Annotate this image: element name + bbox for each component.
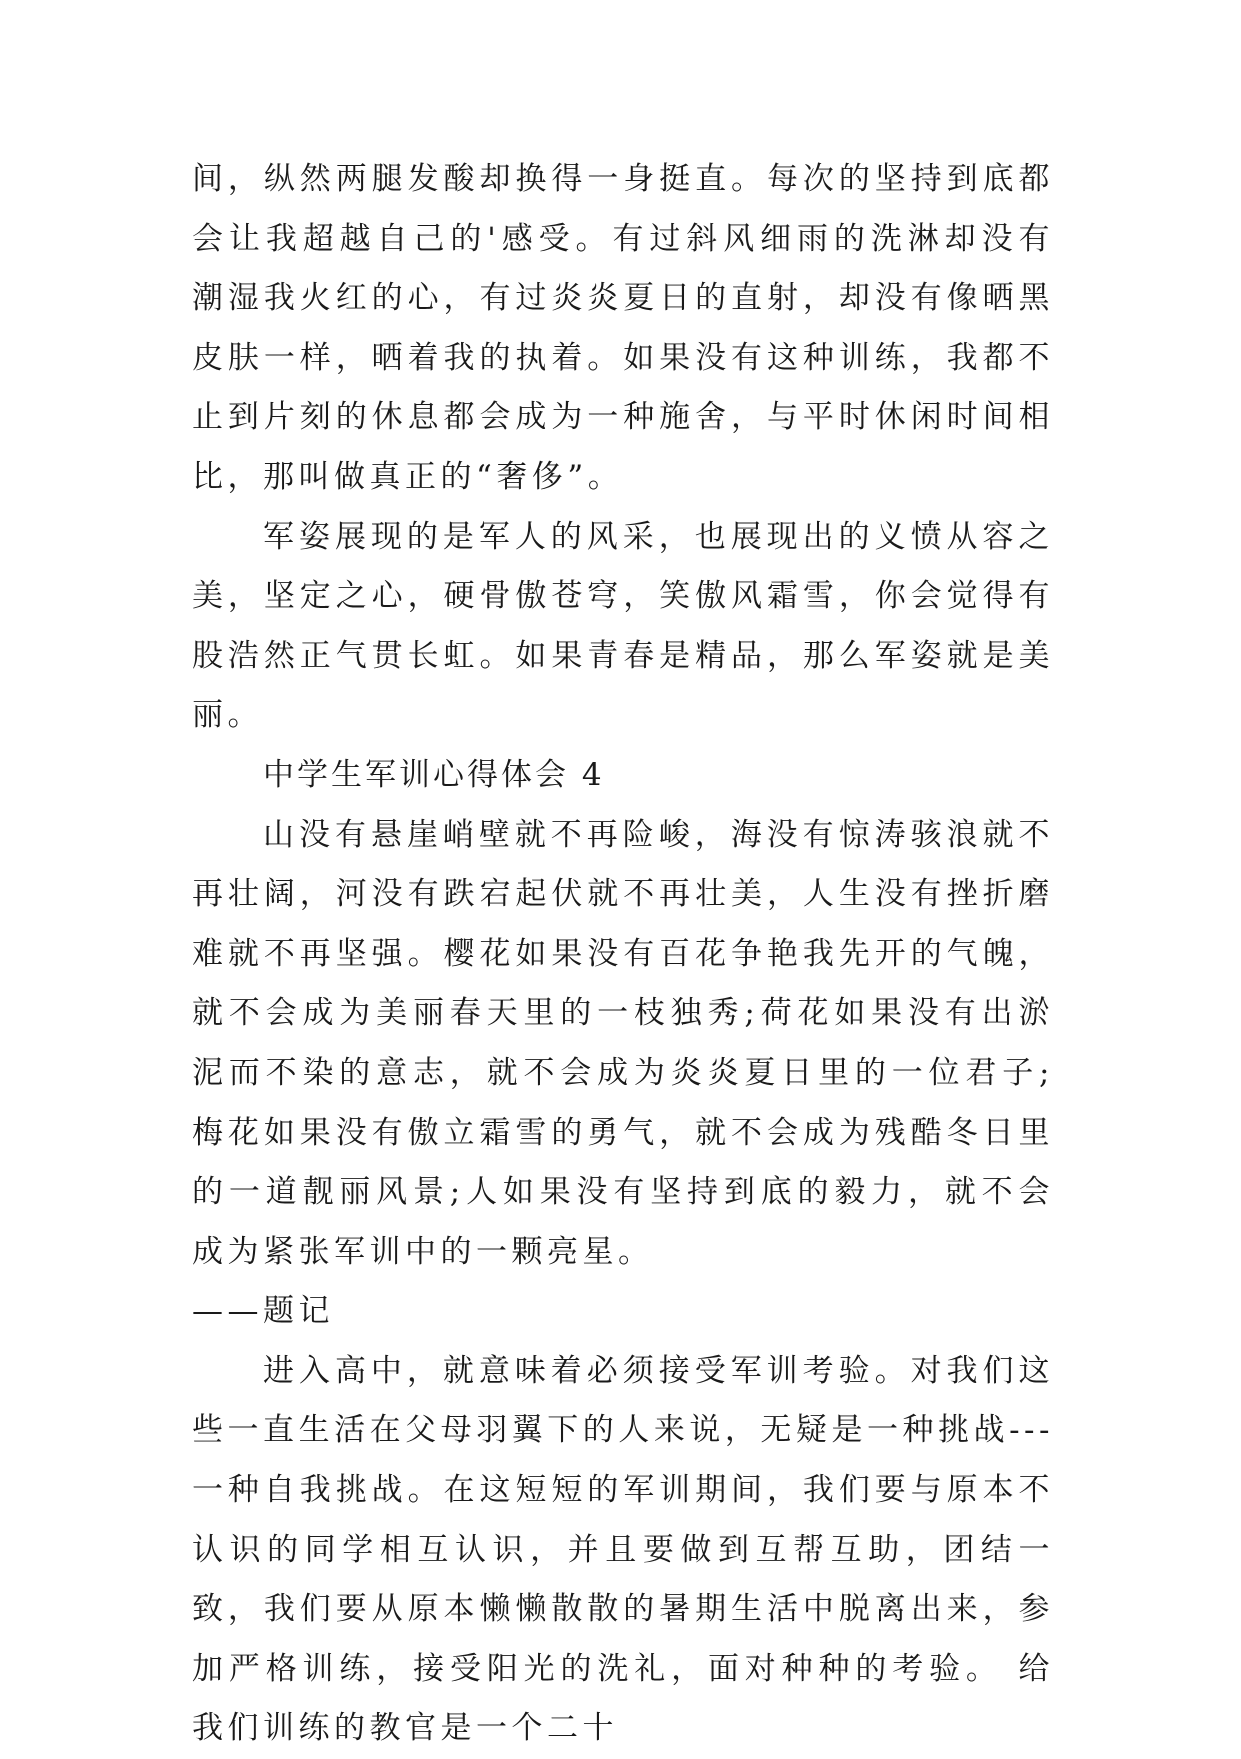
paragraph-military-posture: 军姿展现的是军人的风采，也展现出的义愤从容之美，坚定之心，硬骨傲苍穹，笑傲风霜雪，你会觉得有股浩然正气贯长虹。如果青春是精品，那么军姿就是美丽。: [192, 518, 1054, 734]
document-body: [192, 150, 1054, 1759]
paragraph-entering-high-school: 进入高中，就意味着必须接受军训考验。对我们这些一直生活在父母羽翼下的人来说，无疑是一种挑战---一种自我挑战。在这短短的军训期间，我们要与原本不认识的同学相互认识，并且要做到互帮互助，团结一致，我们要从原本懒懒散散的暑期生活中脱离出来，参加严格训练，接受阳光的洗礼，面对种种的考验。 给我们训练的教官是一个二十: [192, 1352, 1054, 1747]
paragraph-continuation: 间，纵然两腿发酸却换得一身挺直。每次的坚持到底都会让我超越自己的'感受。有过斜风细雨的洗淋却没有潮湿我火红的心，有过炎炎夏日的直射，却没有像晒黑皮肤一样，晒着我的执着。如果没有这种训练，我都不止到片刻的休息都会成为一种施舍，与平时休闲时间相比，那叫做真正的“奢侈”。: [192, 161, 1054, 495]
epigraph-attribution: ——题记: [192, 1293, 334, 1330]
paragraph-epigraph: 山没有悬崖峭壁就不再险峻，海没有惊涛骇浪就不再壮阔，河没有跌宕起伏就不再壮美，人生没有挫折磨难就不再坚强。樱花如果没有百花争艳我先开的气魄，就不会成为美丽春天里的一枝独秀;荷花如果没有出淤泥而不染的意志，就不会成为炎炎夏日里的一位君子;梅花如果没有傲立霜雪的勇气，就不会成为残酷冬日里的一道靓丽风景;人如果没有坚持到底的毅力，就不会成为紧张军训中的一颗亮星。: [192, 816, 1054, 1270]
section-heading: 中学生军训心得体会 4: [263, 756, 605, 793]
